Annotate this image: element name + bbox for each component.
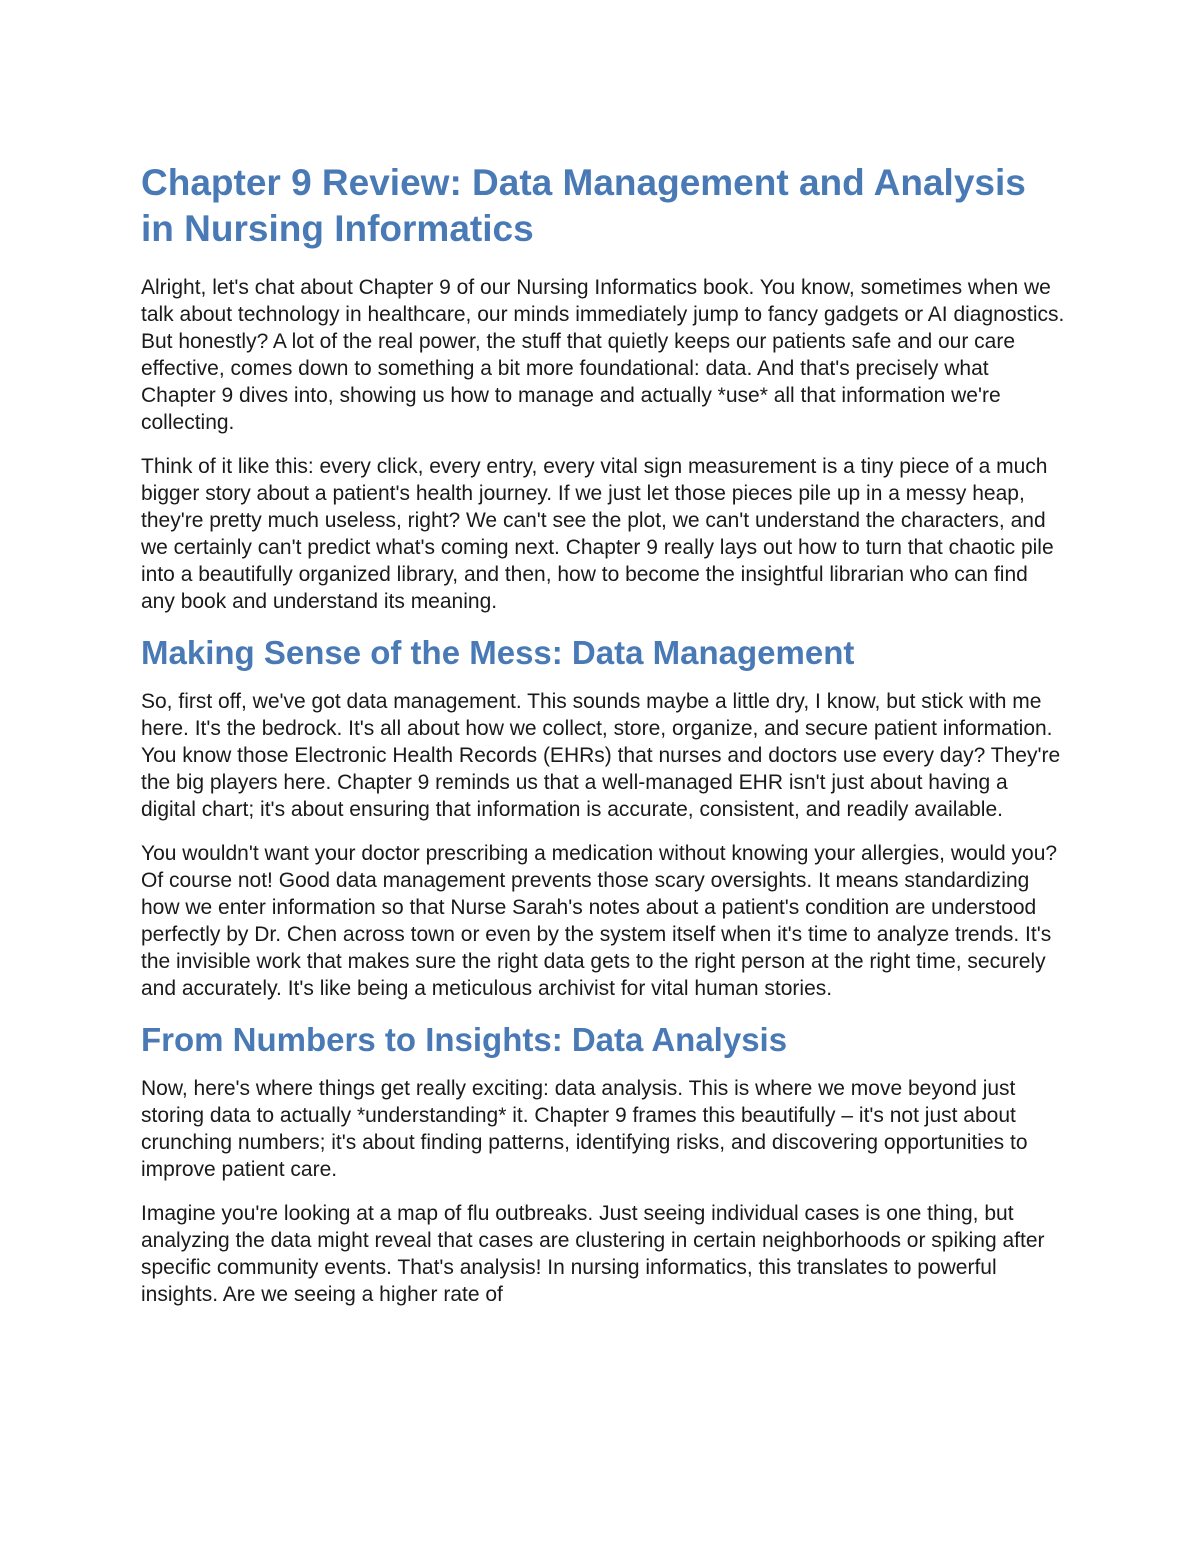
section-heading-data-management: Making Sense of the Mess: Data Management [141,634,855,671]
intro-paragraph-1: Alright, let's chat about Chapter 9 of our Nursing Informatics book. You know, sometimes when we talk about technology in healthcare, our minds immediately jump to fancy gadgets or AI diagnostics. But honestly? A lot of the real power, the stuff that quietly keeps our patients safe and our care effective, comes down to something a bit more foundational: data. And that's precisely what Chapter 9 dives into, showing us how to manage and actually *use* all that information we're collecting. [141,276,1065,434]
data-analysis-paragraph-1: Now, here's where things get really exciting: data analysis. This is where we move beyond just storing data to actually *understanding* it. Chapter 9 frames this beautifully – it's not just about crunching numbers; it's about finding patterns, identifying risks, and discovering opportunities to improve patient care. [141,1077,1028,1181]
section-heading-data-analysis: From Numbers to Insights: Data Analysis [141,1021,788,1058]
data-management-paragraph-1: So, first off, we've got data management. This sounds maybe a little dry, I know, but stick with me here. It's the bedrock. It's all about how we collect, store, organize, and secure patient information. You know those Electronic Health Records (EHRs) that nurses and doctors use every day? They're the big players here. Chapter 9 reminds us that a well-managed EHR isn't just about having a digital chart; it's about ensuring that information is accurate, consistent, and readily available. [141,690,1061,821]
data-analysis-paragraph-2: Imagine you're looking at a map of flu outbreaks. Just seeing individual cases is one thing, but analyzing the data might reveal that cases are clustering in certain neighborhoods or spiking after specific community events. That's analysis! In nursing informatics, this translates to powerful insights. Are we seeing a higher rate of [141,1202,1045,1306]
document-title: Chapter 9 Review: Data Management and Analysis in Nursing Informatics [141,162,1026,249]
intro-paragraph-2: Think of it like this: every click, every entry, every vital sign measurement is a tiny piece of a much bigger story about a patient's health journey. If we just let those pieces pile up in a messy heap, they're pretty much useless, right? We can't see the plot, we can't understand the characters, and we certainly can't predict what's coming next. Chapter 9 really lays out how to turn that chaotic pile into a beautifully organized library, and then, how to become the insightful librarian who can find any book and understand its meaning. [141,455,1054,613]
data-management-paragraph-2: You wouldn't want your doctor prescribing a medication without knowing your allergies, would you? Of course not! Good data management prevents those scary oversights. It means standardizing how we enter information so that Nurse Sarah's notes about a patient's condition are understood perfectly by Dr. Chen across town or even by the system itself when it's time to analyze trends. It's the invisible work that makes sure the right data gets to the right person at the right time, securely and accurately. It's like being a meticulous archivist for vital human stories. [141,842,1058,1000]
document-page [141,160,1066,1325]
